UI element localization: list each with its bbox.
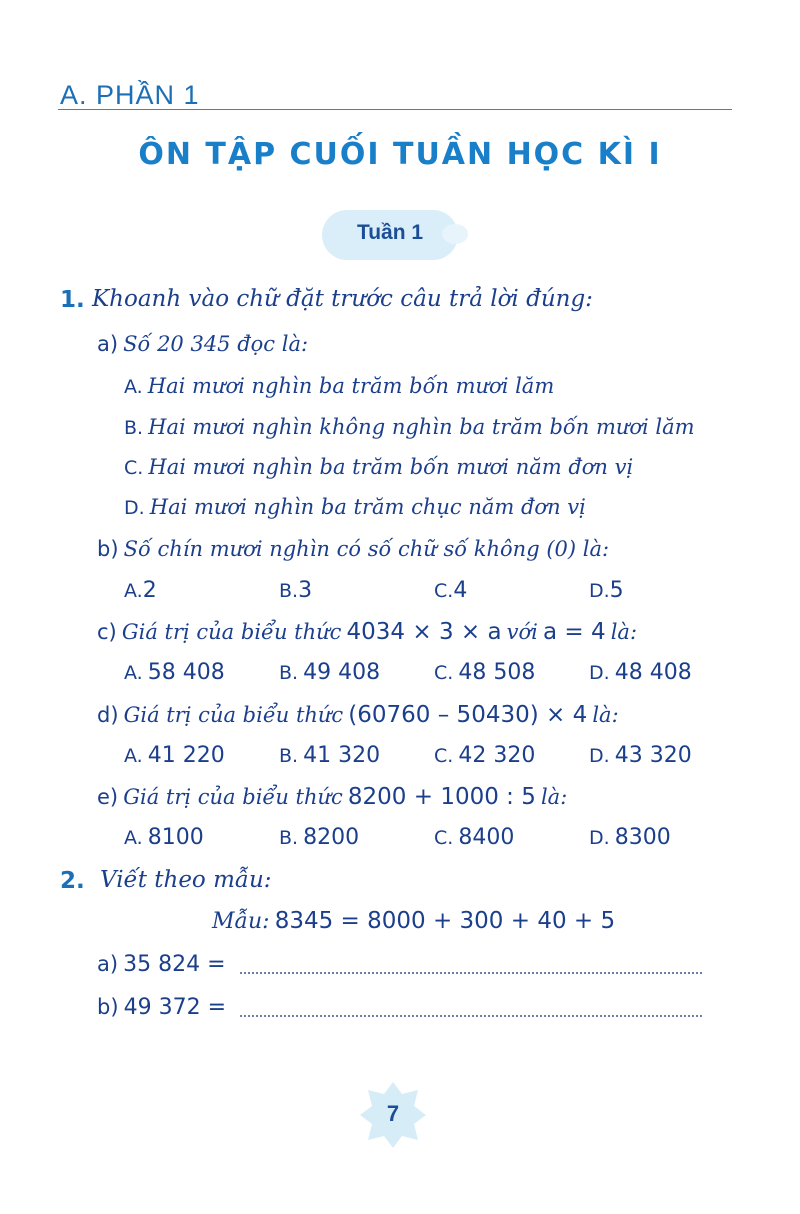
q1a-option-d[interactable]: D. Hai mươi nghìn ba trăm chục năm đơn vị [124,495,586,519]
q1a-option-b[interactable]: B. Hai mươi nghìn không nghìn ba trăm bốn mươi lăm [124,415,695,439]
q2-item-a-answer-line[interactable] [240,972,702,974]
question-2-number: 2. [60,868,85,894]
q2-item-a: a) 35 824 = [97,952,226,977]
q1e-option-c[interactable]: C. 8400 [434,825,515,850]
page-number: 7 [386,1101,400,1126]
question-1-instruction: Khoanh vào chữ đặt trước câu trả lời đúng: [92,286,593,312]
q1b-option-d[interactable]: D.5 [589,578,624,603]
question-1e: e) Giá trị của biểu thức 8200 + 1000 : 5 là: [97,784,568,810]
q1d-expression: (60760 – 50430) × 4 [348,702,588,728]
q1c-option-c[interactable]: C. 48 508 [434,660,536,685]
q1a-option-c[interactable]: C. Hai mươi nghìn ba trăm bốn mươi năm đơn vị [124,455,634,479]
q1e-option-b[interactable]: B. 8200 [279,825,360,850]
question-1-number: 1. [60,287,85,313]
q1c-option-a[interactable]: A. 58 408 [124,660,225,685]
page-title: ÔN TẬP CUỐI TUẦN HỌC KÌ I [138,137,662,172]
q1b-option-a[interactable]: A.2 [124,578,157,603]
q1e-expression: 8200 + 1000 : 5 [347,784,536,810]
q1a-text: Số 20 345 đọc là: [123,332,309,356]
section-divider [58,109,732,110]
question-1d: d) Giá trị của biểu thức (60760 – 50430) × 4 là: [97,702,619,728]
q1d-option-b[interactable]: B. 41 320 [279,743,381,768]
q1e-option-d[interactable]: D. 8300 [589,825,671,850]
question-1a [97,332,308,356]
question-1b: b) Số chín mươi nghìn có số chữ số không (0) là: [97,537,610,561]
question-1c: c) Giá trị của biểu thức 4034 × 3 × a với a = 4 là: [97,619,638,645]
q1c-option-b[interactable]: B. 49 408 [279,660,381,685]
q1e-option-a[interactable]: A. 8100 [124,825,204,850]
section-label: A. PHẦN 1 [60,80,200,110]
q1b-option-b[interactable]: B.3 [279,578,313,603]
q2-item-b: b) 49 372 = [97,995,227,1020]
q2-example [212,908,615,934]
q1d-option-d[interactable]: D. 43 320 [589,743,692,768]
week-label: Tuần 1 [356,221,424,244]
q1a-option-a[interactable]: A. Hai mươi nghìn ba trăm bốn mươi lăm [124,374,555,398]
q1a-label: a) [97,332,119,356]
q2-item-b-answer-line[interactable] [240,1015,702,1017]
q2-example-label: Mẫu: [212,909,270,934]
question-2-instruction: Viết theo mẫu: [100,867,272,893]
q1d-option-a[interactable]: A. 41 220 [124,743,225,768]
q1b-option-c[interactable]: C.4 [434,578,468,603]
q1c-expression: 4034 × 3 × a [346,619,502,645]
q1c-option-d[interactable]: D. 48 408 [589,660,692,685]
q2-example-expression: 8345 = 8000 + 300 + 40 + 5 [274,908,616,934]
q1d-option-c[interactable]: C. 42 320 [434,743,536,768]
